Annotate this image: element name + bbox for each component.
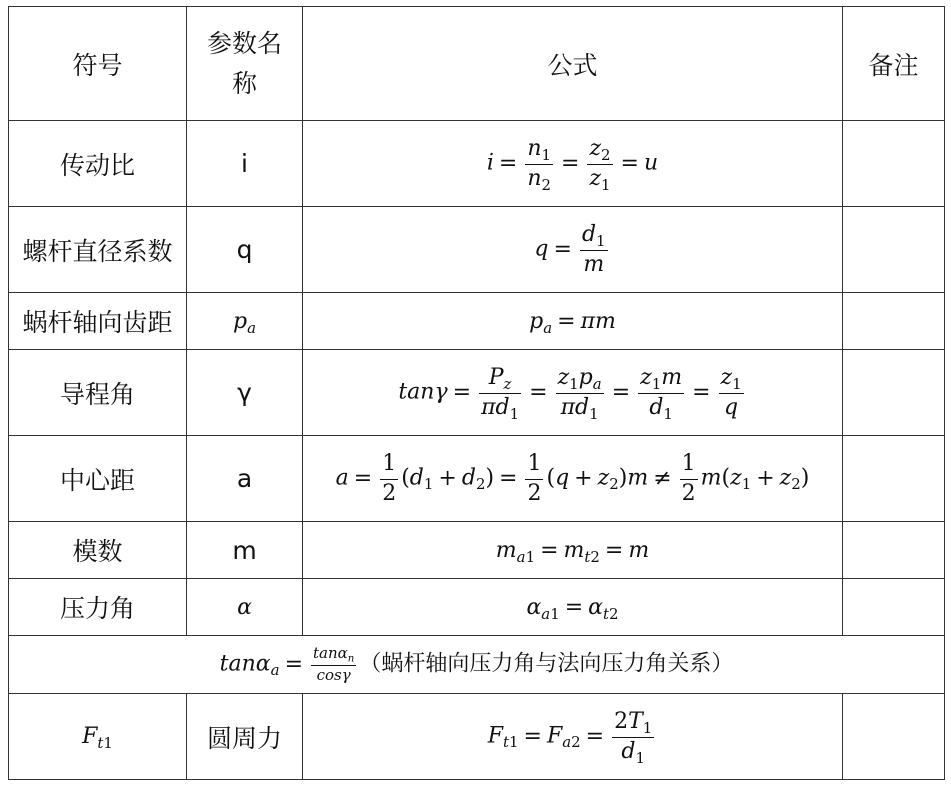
worm-gear-parameter-table — [8, 6, 945, 780]
header-remark: 备注 — [843, 7, 945, 121]
row-symbol: a — [187, 436, 303, 522]
row-name: 中心距 — [9, 436, 187, 522]
remark-cell — [843, 350, 945, 436]
row-name: 圆周力 — [187, 694, 303, 780]
formula-pressure-relation: tanα$_a$ = $\frac{\tan\alpha_n}{\cos\gamma}$ （蜗杆轴向压力角与法向压力角关系） — [9, 636, 945, 694]
table-row — [9, 350, 945, 436]
row-name: 传动比 — [9, 121, 187, 207]
pressure-relation-note: （蜗杆轴向压力角与法向压力角关系） — [359, 651, 734, 677]
row-symbol: $p_a$ — [187, 293, 303, 350]
row-symbol: $F_{t1}$ — [9, 694, 187, 780]
row-name: 模数 — [9, 522, 187, 579]
remark-cell — [843, 121, 945, 207]
header-param-name — [187, 7, 303, 121]
row-symbol: i — [187, 121, 303, 207]
formula-tangential-force: $F_{t1} = F_{a2}$ = $\frac{2T_1}{d_1}$ — [303, 694, 843, 780]
remark-cell — [843, 436, 945, 522]
formula-transmission-ratio: i = $\frac{n_1}{n_2}$ = $\frac{z_2}{z_1}$ = u — [303, 121, 843, 207]
table-row — [9, 293, 945, 350]
formula-lead-angle: tanγ = $\frac{P_z}{\pi d_1}$ = $\frac{z_1p_a}{\pi d_1}$ = $\frac{z_1m}{d_1}$ = $\frac{z_1}{q}$ — [303, 350, 843, 436]
row-symbol: γ — [187, 350, 303, 436]
formula-axial-pitch: $p_a = \pi m$ — [303, 293, 843, 350]
remark-cell — [843, 694, 945, 780]
remark-cell — [843, 207, 945, 293]
table-row — [9, 436, 945, 522]
header-row — [9, 7, 945, 121]
header-formula: 公式 — [303, 7, 843, 121]
table-row — [9, 522, 945, 579]
formula-module: $m_{a1} = m_{t2} = m$ — [303, 522, 843, 579]
table-row — [9, 207, 945, 293]
remark-cell — [843, 579, 945, 636]
remark-cell — [843, 522, 945, 579]
row-symbol: m — [187, 522, 303, 579]
header-param-name-line2: 称 — [231, 68, 257, 98]
pressure-relation-row — [9, 636, 945, 694]
table-row — [9, 121, 945, 207]
header-param-name-line1: 参数名 — [206, 28, 282, 58]
formula-pressure-angle: $\alpha_{a1} = \alpha_{t2}$ — [303, 579, 843, 636]
row-symbol: q — [187, 207, 303, 293]
table-row — [9, 579, 945, 636]
table-row — [9, 694, 945, 780]
row-symbol: α — [187, 579, 303, 636]
formula-center-distance: a = $\frac{1}{2}$ $(d_1 + d_2)$ = $\frac{1}{2}$ $(q + z_2)m$ ≠ $\frac{1}{2}$ $m(z_1 + z_2)$ — [303, 436, 843, 522]
formula-diameter-factor: q = $\frac{d_1}{m}$ — [303, 207, 843, 293]
row-name: 导程角 — [9, 350, 187, 436]
row-name: 压力角 — [9, 579, 187, 636]
row-name: 螺杆直径系数 — [9, 207, 187, 293]
header-symbol: 符号 — [9, 7, 187, 121]
row-name: 蜗杆轴向齿距 — [9, 293, 187, 350]
remark-cell — [843, 293, 945, 350]
